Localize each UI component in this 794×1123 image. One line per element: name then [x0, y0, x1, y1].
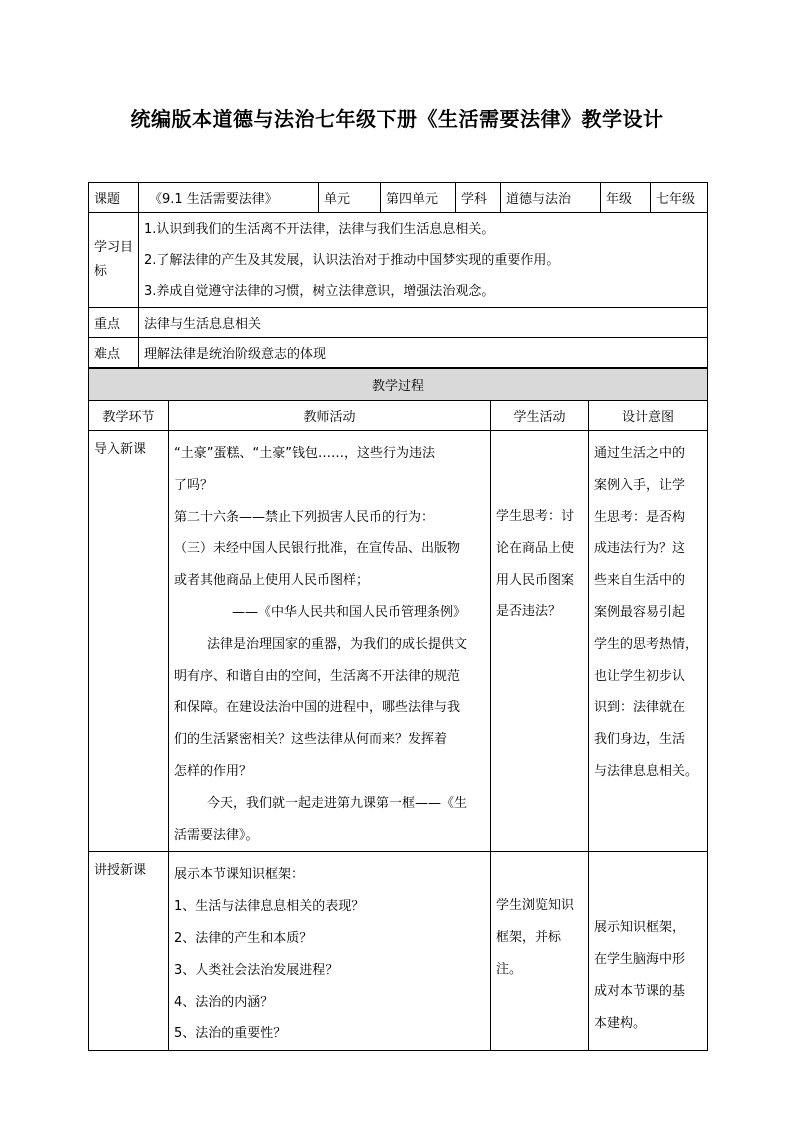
teacher-activity-intro — [169, 431, 491, 852]
text-line: 展示知识框架， — [594, 920, 686, 936]
text-line: 也让学生初步认 — [594, 668, 686, 684]
text-line: 展示本节课知识框架： — [174, 867, 305, 883]
goals-list — [139, 213, 708, 308]
text-line: 通过生活之中的 — [594, 446, 686, 461]
text-line: 学生思考：讨 — [496, 509, 575, 524]
text-line: 论在商品上使 — [496, 540, 575, 556]
text-line: 活需要法律》。 — [174, 827, 259, 843]
course-info-table — [88, 182, 708, 368]
topic-label: 课题 — [89, 183, 139, 213]
key-point-value: 法律与生活息息相关 — [139, 308, 708, 338]
header-intent: 设计意图 — [589, 401, 708, 431]
design-intent-intro — [589, 431, 708, 852]
text-line: 怎样的作用？ — [174, 763, 253, 779]
text-line: 或者其他商品上使用人民币图样； — [174, 573, 370, 589]
text-line: （三）未经中国人民银行批准，在宣传品、出版物 — [174, 541, 461, 557]
goal-item: 2.了解法律的产生及其发展，认识法治对于推动中国梦实现的重要作用。 — [144, 252, 560, 268]
teacher-activity-new-lesson — [169, 852, 491, 1051]
text-line: 们的生活紧密相关？这些法律从何而来？发挥着 — [174, 732, 448, 748]
text-line: 5、法治的重要性？ — [174, 1026, 287, 1042]
student-activity-new-lesson — [491, 852, 589, 1051]
goal-item: 3.养成自觉遵守法律的习惯，树立法律意识，增强法治观念。 — [144, 283, 495, 299]
text-line: 了吗？ — [174, 477, 214, 493]
text-line: 框架，并标注。 — [496, 930, 562, 977]
stage-intro: 导入新课 — [89, 431, 169, 852]
text-line: 与法律息息相关。 — [594, 763, 699, 779]
text-line: 1、生活与法律息息相关的表现？ — [174, 899, 365, 915]
text-line: 今天，我们就一起走进第九课第一框——《生 — [207, 795, 468, 811]
text-line: 生思考：是否构 — [594, 509, 686, 525]
difficulty-label: 难点 — [89, 338, 139, 368]
text-line: 些来自生活中的 — [594, 573, 686, 589]
header-stage: 教学环节 — [89, 401, 169, 431]
stage-new-lesson: 讲授新课 — [89, 852, 169, 1051]
text-line: 用人民币图案 — [496, 572, 575, 588]
text-line: 4、法治的内涵？ — [174, 994, 274, 1010]
text-line: “土豪”蛋糕、“土豪”钱包……，这些行为违法 — [174, 446, 435, 461]
goals-label: 学习目标 — [89, 213, 139, 308]
topic-value: 《9.1 生活需要法律》 — [139, 183, 319, 213]
text-line: 本建构。 — [594, 1015, 647, 1031]
grade-value: 七年级 — [651, 183, 708, 213]
header-student: 学生活动 — [491, 401, 589, 431]
text-line: 学生浏览知识 — [496, 898, 575, 914]
goal-item: 1.认识到我们的生活离不开法律，法律与我们生活息息相关。 — [144, 221, 495, 237]
text-line: 法律是治理国家的重器，为我们的成长提供文 — [207, 636, 468, 652]
text-line: 案例入手，让学 — [594, 477, 686, 493]
text-line: 学生的思考热情， — [594, 636, 699, 652]
text-line: 成违法行为？这 — [594, 541, 686, 557]
text-line: 案例最容易引起 — [594, 604, 686, 620]
header-teacher: 教师活动 — [169, 401, 491, 431]
text-line: 和保障。在建设法治中国的进程中，哪些法律与我 — [174, 700, 461, 716]
text-line: 明有序、和谐自由的空间，生活离不开法律的规范 — [174, 668, 461, 684]
text-line: 是否违法？ — [496, 604, 562, 620]
citation-line: ——《中华人民共和国人民币管理条例》 — [232, 604, 467, 620]
subject-label: 学科 — [456, 183, 501, 213]
student-activity-intro — [491, 431, 589, 852]
subject-value: 道德与法治 — [501, 183, 601, 213]
key-point-label: 重点 — [89, 308, 139, 338]
process-title: 教学过程 — [89, 369, 708, 401]
text-line: 2、法律的产生和本质？ — [174, 930, 313, 946]
grade-label: 年级 — [601, 183, 651, 213]
text-line: 第二十六条——禁止下列损害人民币的行为： — [174, 509, 435, 525]
text-line: 成对本节课的基 — [594, 983, 686, 999]
document-title: 统编版本道德与法治七年级下册《生活需要法律》教学设计 — [130, 107, 664, 131]
unit-label: 单元 — [319, 183, 381, 213]
text-line: 我们身边，生活 — [594, 732, 686, 748]
design-intent-new-lesson — [589, 852, 708, 1051]
teaching-process-table — [88, 368, 708, 1051]
text-line: 在学生脑海中形 — [594, 952, 686, 968]
text-line: 3、人类社会法治发展进程？ — [174, 962, 339, 978]
difficulty-value: 理解法律是统治阶级意志的体现 — [139, 338, 708, 368]
text-line: 识到：法律就在 — [594, 700, 686, 716]
unit-value: 第四单元 — [381, 183, 456, 213]
